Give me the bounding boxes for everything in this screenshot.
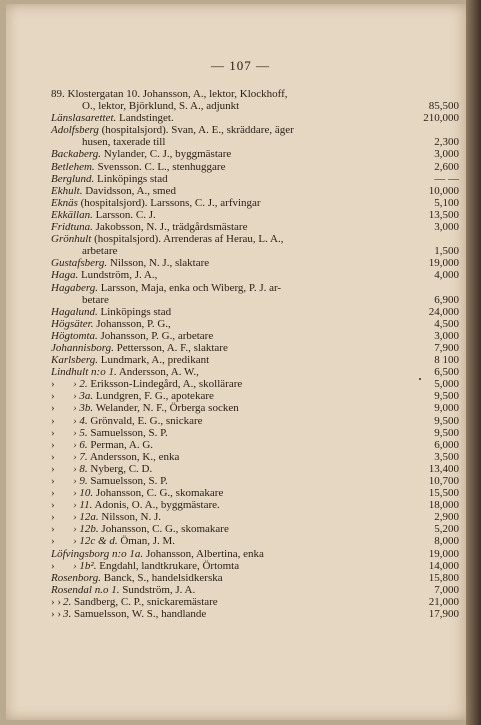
entry-text: Öman, J. M. — [120, 535, 176, 548]
assessed-value: 8 100 — [434, 354, 459, 367]
property-name: Hagalund. — [51, 305, 98, 318]
entry-line — [51, 185, 411, 197]
entry-text: Pettersson, A. F., slaktare — [116, 341, 228, 354]
list-item — [51, 390, 459, 403]
property-name: › 1b². — [73, 559, 97, 572]
entry-line — [51, 269, 411, 281]
assessed-value: 10,000 — [428, 184, 459, 197]
assessed-value: 15,800 — [428, 571, 459, 584]
assessed-value: 19,000 — [428, 547, 459, 560]
property-name: › 2. — [73, 378, 88, 391]
list-item — [51, 366, 459, 379]
assessed-value: 9,500 — [434, 414, 459, 427]
property-name: › 9. — [73, 475, 88, 487]
property-name: › 8. — [73, 462, 88, 475]
list-item — [51, 233, 459, 258]
entry-line — [51, 173, 411, 185]
entry-line — [51, 161, 411, 173]
assessed-value: 19,000 — [428, 257, 459, 270]
ditto-mark: › › — [51, 608, 62, 621]
ditto-mark: › — [51, 499, 55, 512]
entry-line — [51, 282, 411, 294]
property-name: 2. — [63, 595, 72, 608]
property-name: Högtomta. — [51, 329, 98, 342]
property-name: › 4. — [73, 414, 88, 427]
entry-line — [51, 257, 411, 269]
ditto-mark: › — [51, 402, 55, 415]
ditto-mark: › — [51, 426, 55, 439]
entry-text: Andersson, A. W., — [118, 366, 199, 379]
entry-text: (hospitalsjord). Arrenderas af Herau, L. A., — [94, 233, 284, 246]
assessed-value: 5,200 — [434, 523, 459, 536]
entry-line — [51, 499, 411, 511]
entry-text: Jakobsson, N. J., trädgårdsmästare — [95, 221, 248, 234]
property-name: Berglund. — [51, 172, 95, 185]
entry-text: Larsson. C. J. — [95, 208, 156, 221]
list-item — [51, 341, 459, 354]
entry-text: Sundström, J. A. — [122, 583, 196, 596]
list-item — [51, 608, 459, 621]
entry-line — [51, 318, 411, 330]
entry-text: Lundmark, A., predikant — [100, 354, 210, 367]
property-name: Lindhult n:o 1. — [51, 366, 117, 379]
book-spine — [466, 0, 481, 725]
list-item — [51, 511, 459, 524]
entry-line — [51, 427, 411, 439]
ditto-mark: › — [51, 450, 55, 463]
entry-line — [51, 584, 411, 596]
entry-line — [51, 487, 411, 499]
list-item — [51, 124, 459, 149]
entry-line — [51, 560, 411, 572]
property-name: Eknäs — [51, 196, 78, 209]
assessed-value: — — — [434, 172, 459, 185]
ditto-mark: › — [51, 390, 55, 403]
entry-line — [51, 88, 411, 100]
list-item — [51, 595, 459, 608]
list-item — [51, 329, 459, 342]
assessed-value: 85,500 — [428, 100, 459, 113]
assessed-value: 6,000 — [434, 438, 459, 451]
list-item — [51, 196, 459, 209]
entry-text: O., lektor, Björklund, S. A., adjunkt — [82, 100, 240, 113]
property-name: › 12a. — [73, 511, 99, 524]
list-item — [51, 281, 459, 306]
entry-line — [51, 523, 411, 535]
assessed-value: 14,000 — [428, 559, 459, 572]
property-name: Johannisborg. — [51, 341, 114, 354]
entry-text: Svensson. C. L., stenhuggare — [97, 160, 226, 173]
assessed-value: 5,000 — [434, 378, 459, 391]
entry-text: Linköpings stad — [100, 305, 172, 318]
entry-text: betare — [82, 293, 109, 306]
property-name: › 6. — [73, 438, 88, 451]
assessed-value: 3,500 — [434, 450, 459, 463]
list-item — [51, 547, 459, 560]
page-number: — 107 — — [211, 58, 270, 73]
property-name: Hagaberg. — [51, 281, 98, 294]
entry-text: Linköpings stad — [97, 172, 168, 185]
entry-line — [51, 572, 411, 584]
assessed-value: 4,500 — [434, 317, 459, 330]
entry-line — [51, 535, 411, 547]
entry-text: Eriksson-Lindegård, A., skollärare — [90, 378, 243, 391]
entry-text: Samuelsson, S. P. — [90, 426, 168, 439]
entry-line — [51, 511, 411, 523]
assessed-value: 3,000 — [434, 148, 459, 161]
entry-text: Samuelsson, W. S., handlande — [74, 608, 207, 621]
assessed-value: 7,000 — [434, 583, 459, 596]
property-name: › 5. — [73, 426, 88, 439]
entry-text: Nilsson, N. J. — [101, 511, 162, 524]
entry-line — [51, 439, 411, 451]
assessed-value: 1,500 — [434, 245, 459, 258]
entry-text: Johansson, Albertina, enka — [145, 547, 264, 560]
entry-line — [51, 608, 411, 620]
property-name: Haga. — [51, 269, 79, 282]
entry-line — [51, 306, 411, 318]
list-item — [51, 317, 459, 330]
entry-text: Johansson, P. G., arbetare — [100, 329, 214, 342]
ditto-mark: › — [51, 438, 55, 451]
entry-line — [51, 366, 411, 378]
entry-line — [51, 415, 411, 427]
list-item — [51, 208, 459, 221]
assessed-value: 21,000 — [428, 595, 459, 608]
entry-line — [51, 354, 411, 366]
property-name: › 10. — [73, 487, 94, 500]
list-item — [51, 354, 459, 367]
ditto-mark: › — [51, 414, 55, 427]
entry-text: Adonis, O. A., byggmästare. — [94, 499, 220, 512]
assessed-value: 3,000 — [434, 329, 459, 342]
list-item — [51, 160, 459, 173]
entry-text: Nylander, C. J., byggmästare — [103, 148, 232, 161]
assessed-value: 6,500 — [434, 366, 459, 379]
entry-line — [51, 475, 411, 487]
entry-text: Banck, S., handelsidkerska — [103, 571, 223, 584]
property-name: › 3b. — [73, 402, 94, 415]
list-item — [51, 462, 459, 475]
property-name: Karlsberg. — [51, 354, 98, 367]
list-item — [51, 414, 459, 427]
assessed-value: 18,000 — [428, 499, 459, 512]
list-item — [51, 184, 459, 197]
list-item — [51, 269, 459, 282]
ditto-mark: › — [51, 378, 55, 391]
entry-text: arbetare — [82, 245, 118, 258]
property-name: Rosendal n.o 1. — [51, 583, 120, 596]
property-name: Löfvingsborg n:o 1a. — [51, 547, 144, 560]
assessed-value: 8,000 — [434, 535, 459, 548]
entry-text: husen, taxerade till — [82, 136, 166, 149]
entry-line — [51, 402, 411, 414]
property-name: Högsäter. — [51, 317, 94, 330]
entry-line — [51, 463, 411, 475]
entry-line — [51, 136, 411, 148]
list-item — [51, 450, 459, 463]
assessed-value: 5,100 — [434, 196, 459, 209]
list-item — [51, 499, 459, 512]
entry-line — [51, 596, 411, 608]
list-item — [51, 438, 459, 451]
assessed-value: 2,900 — [434, 511, 459, 524]
entry-text: Engdahl, landtkrukare, Örtomta — [99, 559, 240, 572]
assessed-value: 10,700 — [428, 475, 459, 487]
assessed-value: 2,600 — [434, 160, 459, 173]
assessed-value: 6,900 — [434, 293, 459, 306]
property-name: › 3a. — [73, 390, 94, 403]
entry-text: Nyberg, C. D. — [90, 462, 153, 475]
entry-line — [51, 100, 411, 112]
list-item — [51, 523, 459, 536]
property-name: Ekkällan. — [51, 208, 93, 221]
entry-text: (hospitalsjord). Svan, A. E., skräddare, äger — [101, 124, 294, 137]
ditto-mark: › — [51, 535, 55, 548]
entry-text: Johansson, C. G., skomakare — [95, 487, 224, 500]
property-name: Adolfsberg — [51, 124, 99, 137]
entry-line — [51, 112, 411, 124]
ditto-mark: › — [51, 475, 55, 487]
entry-text: Davidsson, A., smed — [85, 184, 176, 197]
ditto-mark: › — [51, 462, 55, 475]
entry-text: Andersson, K., enka — [89, 450, 180, 463]
property-name: Fridtuna. — [51, 221, 93, 234]
list-item — [51, 305, 459, 318]
property-list — [51, 88, 459, 621]
entry-text: Samuelsson, S. P. — [90, 475, 168, 487]
entry-text: Johansson, P. G., — [96, 317, 171, 330]
property-name: Backaberg. — [51, 148, 101, 161]
assessed-value: 7,900 — [434, 341, 459, 354]
assessed-value: 24,000 — [428, 305, 459, 318]
entry-text: Perman, A. G. — [90, 438, 154, 451]
ditto-mark: › — [51, 559, 55, 572]
entry-line — [51, 378, 411, 390]
assessed-value: 13,500 — [428, 208, 459, 221]
entry-line — [51, 390, 411, 402]
list-item — [51, 535, 459, 548]
property-name: 3. — [63, 608, 72, 621]
property-name: › 11. — [73, 499, 93, 512]
assessed-value: 210,000 — [423, 112, 459, 125]
property-name: Betlehem. — [51, 160, 95, 173]
assessed-value: 13,400 — [428, 462, 459, 475]
list-item — [51, 426, 459, 439]
entry-text: Landstinget. — [119, 112, 174, 125]
list-item — [51, 172, 459, 185]
property-name: Gustafsberg. — [51, 257, 108, 270]
entry-line — [51, 221, 411, 233]
entry-line — [51, 209, 411, 221]
entry-line — [51, 330, 411, 342]
entry-text: Lundström, J. A., — [80, 269, 158, 282]
list-item — [51, 487, 459, 500]
entry-text: Grönvald, E. G., snickare — [90, 414, 203, 427]
property-name: Rosenborg. — [51, 571, 102, 584]
list-item — [51, 559, 459, 572]
entry-text: 89. Klostergatan 10. Johansson, A., lektor, Klockhoff, — [51, 88, 288, 100]
property-name: Grönhult — [51, 233, 92, 246]
list-item — [51, 221, 459, 234]
ditto-mark: › › — [51, 595, 62, 608]
assessed-value: 17,900 — [428, 608, 459, 621]
property-name: Länslasarettet. — [51, 112, 117, 125]
assessed-value: 9,500 — [434, 426, 459, 439]
assessed-value: 9,500 — [434, 390, 459, 403]
entry-text: Sandberg, C. P., snickaremästare — [74, 595, 218, 608]
entry-text: Larsson, Maja, enka och Wiberg, P. J. ar- — [100, 281, 282, 294]
ink-speck — [419, 378, 421, 380]
list-item — [51, 583, 459, 596]
entry-line — [51, 294, 411, 306]
entry-line — [51, 148, 411, 160]
list-item — [51, 88, 459, 113]
assessed-value: 2,300 — [434, 136, 459, 149]
entry-line — [51, 548, 411, 560]
assessed-value: 15,500 — [428, 487, 459, 500]
list-item — [51, 257, 459, 270]
list-item — [51, 148, 459, 161]
entry-text: Nilsson, N. J., slaktare — [109, 257, 210, 270]
entry-text: (hospitalsjord). Larssons, C. J., arfvingar — [80, 196, 261, 209]
entry-line — [51, 233, 411, 245]
list-item — [51, 475, 459, 487]
ditto-mark: › — [51, 523, 55, 536]
assessed-value: 3,000 — [434, 221, 459, 234]
ditto-mark: › — [51, 487, 55, 500]
entry-line — [51, 197, 411, 209]
assessed-value: 9,000 — [434, 402, 459, 415]
list-item — [51, 378, 459, 391]
property-name: › 7. — [73, 450, 88, 463]
property-name: › 12b. — [73, 523, 99, 536]
entry-line — [51, 342, 411, 354]
entry-line — [51, 451, 411, 463]
entry-line — [51, 124, 411, 136]
property-name: › 12c & d. — [73, 535, 118, 548]
list-item — [51, 571, 459, 584]
property-name: Ekhult. — [51, 184, 83, 197]
entry-text: Welander, N. F., Örberga socken — [95, 402, 239, 415]
entry-line — [51, 245, 411, 257]
list-item — [51, 112, 459, 125]
entry-text: Johansson, C. G., skomakare — [101, 523, 229, 536]
assessed-value: 4,000 — [434, 269, 459, 282]
ditto-mark: › — [51, 511, 55, 524]
entry-text: Lundgren, F. G., apotekare — [95, 390, 214, 403]
list-item — [51, 402, 459, 415]
